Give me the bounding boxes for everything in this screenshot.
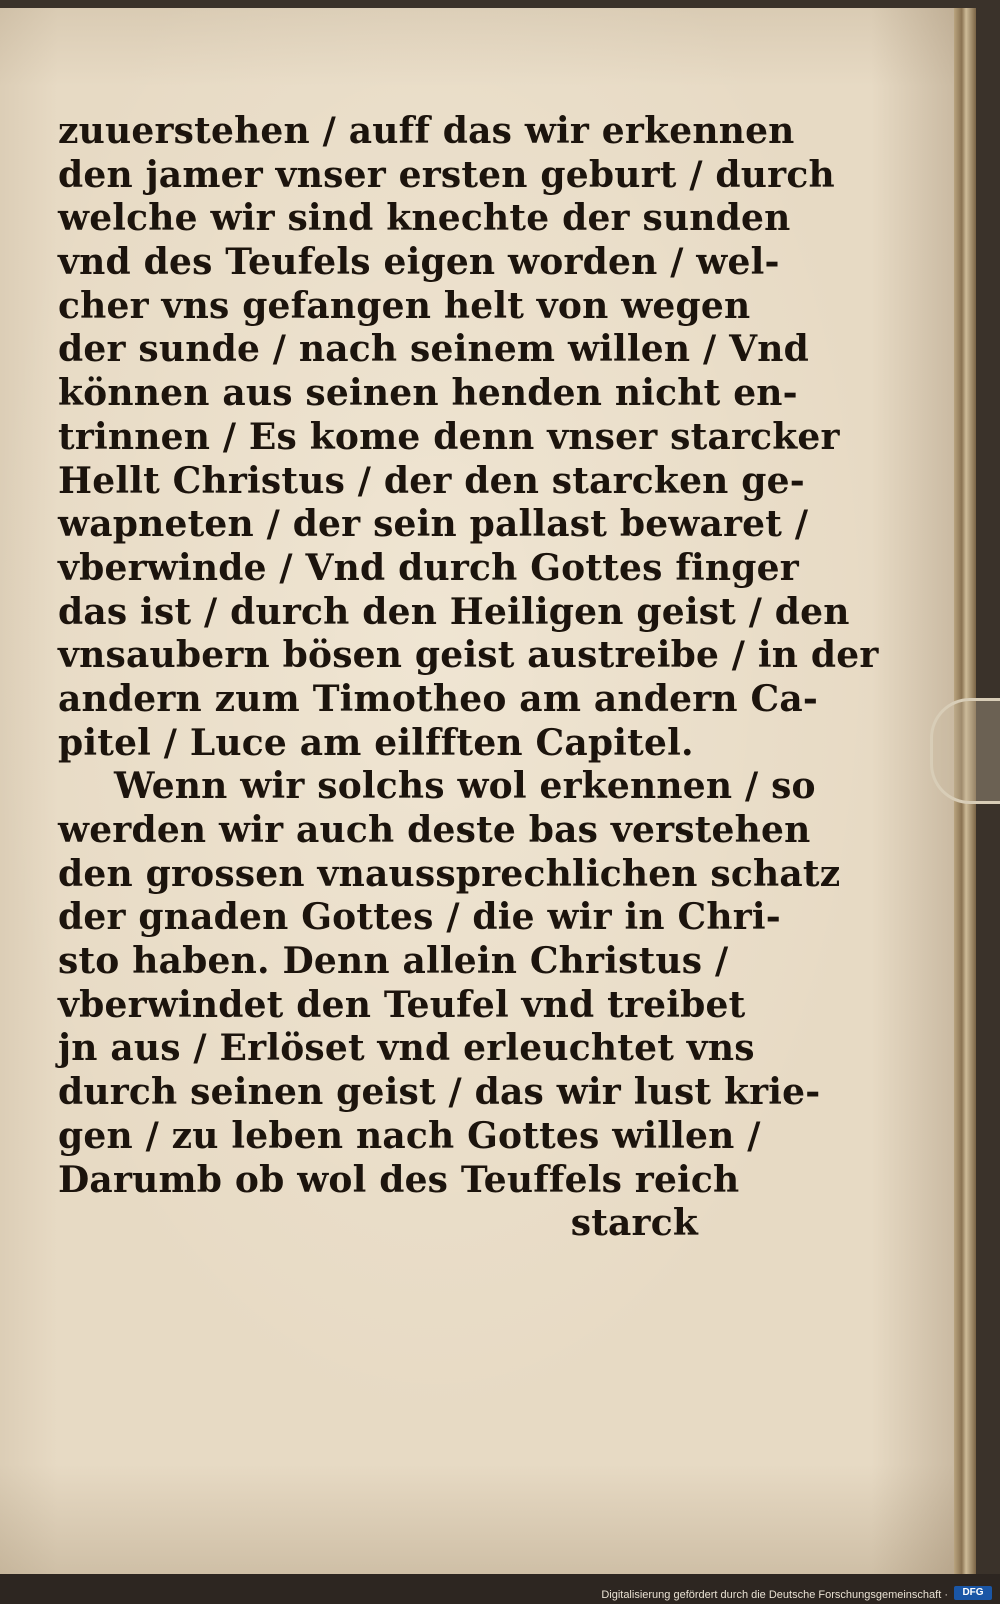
text-line: werden wir auch deste bas verstehen	[58, 809, 811, 851]
text-line: der sunde / nach seinem willen / Vnd	[58, 328, 809, 371]
text-line: trinnen / Es kome denn vnser starcker	[58, 415, 840, 458]
text-line: vberwinde / Vnd durch Gottes finger	[58, 546, 799, 589]
text-line: Wenn wir solchs wol erkennen / so	[114, 765, 816, 808]
text-line: Hellt Christus / der den starcken ge-	[58, 459, 805, 502]
text-line: Darumb ob wol des Teuffels reich	[58, 1158, 740, 1201]
text-line: sto haben. Denn allein Christus /	[58, 940, 729, 983]
digitization-credit: Digitalisierung gefördert durch die Deutsche Forschungsgemeinschaft ·	[601, 1589, 948, 1601]
text-line: pitel / Luce am eilfften Capitel.	[58, 721, 694, 764]
text-line: zuuerstehen / auff das wir erkennen	[58, 110, 795, 152]
text-line: wapneten / der sein pallast bewaret /	[58, 503, 809, 546]
text-line: vnsaubern bösen geist austreibe / in der	[58, 634, 879, 677]
text-line: vberwindet den Teufel vnd treibet	[58, 983, 746, 1026]
text-line: cher vns gefangen helt von wegen	[58, 284, 751, 327]
text-line: den jamer vnser ersten geburt / durch	[58, 153, 835, 196]
text-line: vnd des Teufels eigen worden / wel-	[58, 241, 780, 284]
text-line: der gnaden Gottes / die wir in Chri-	[58, 896, 781, 939]
text-line: den grossen vnaussprechlichen schatz	[58, 852, 841, 895]
dfg-logo: DFG	[954, 1586, 992, 1600]
text-line: jn aus / Erlöset vnd erleuchtet vns	[58, 1027, 755, 1070]
text-line: das ist / durch den Heiligen geist / den	[58, 590, 850, 633]
catchword: starck	[570, 1202, 698, 1245]
page-tab-marker	[930, 698, 1000, 804]
text-line: welche wir sind knechte der sunden	[58, 197, 791, 240]
text-line: gen / zu leben nach Gottes willen /	[58, 1114, 761, 1157]
text-line: andern zum Timotheo am andern Ca-	[58, 677, 819, 720]
text-line: können aus seinen henden nicht en-	[58, 372, 798, 415]
page-text	[58, 110, 879, 1246]
text-line: durch seinen geist / das wir lust krie-	[58, 1071, 821, 1114]
